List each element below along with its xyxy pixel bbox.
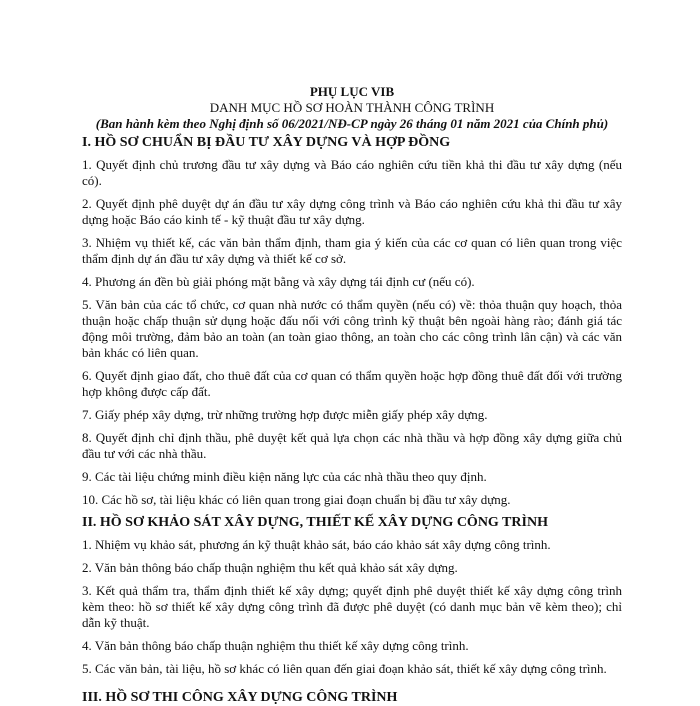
list-item: 5. Các văn bản, tài liệu, hồ sơ khác có liên quan đến giai đoạn khảo sát, thiết kế xây dựng công trình. <box>82 661 607 676</box>
list-item: 5. Văn bản của các tổ chức, cơ quan nhà nước có thẩm quyền (nếu có) về: thỏa thuận quy hoạch, thỏa thuận hoặc chấp thuận sử dụng hoặc đấu nối với công trình kỹ thuật bên ngoài hàng rào; đánh giá tác động môi trường, đảm bảo an toàn (an toàn giao thông, an toàn cho các công trình lân cận) và các văn bản khác có liên quan. <box>82 297 622 360</box>
section-heading-2: II. HỒ SƠ KHẢO SÁT XÂY DỰNG, THIẾT KẾ XÂY DỰNG CÔNG TRÌNH <box>82 515 548 530</box>
list-item: 3. Kết quả thẩm tra, thẩm định thiết kế xây dựng; quyết định phê duyệt thiết kế xây dựng công trình kèm theo: hồ sơ thiết kế xây dựng công trình đã được phê duyệt (có danh mục bản vẽ kèm theo); chỉ dẫn kỹ thuật. <box>82 583 622 630</box>
list-item: 8. Quyết định chỉ định thầu, phê duyệt kết quả lựa chọn các nhà thầu và hợp đồng xây dựng giữa chủ đầu tư với các nhà thầu. <box>82 430 622 461</box>
list-item: 3. Nhiệm vụ thiết kế, các văn bản thẩm định, tham gia ý kiến của các cơ quan có liên quan trong việc thẩm định dự án đầu tư xây dựng và thiết kế cơ sở. <box>82 235 622 266</box>
section-heading-1: I. HỒ SƠ CHUẨN BỊ ĐẦU TƯ XÂY DỰNG VÀ HỢP ĐỒNG <box>82 135 451 150</box>
appendix-title: PHỤ LỤC VIB <box>309 84 395 99</box>
list-item: 2. Văn bản thông báo chấp thuận nghiệm thu kết quả khảo sát xây dựng. <box>82 560 458 575</box>
list-item: 9. Các tài liệu chứng minh điều kiện năng lực của các nhà thầu theo quy định. <box>82 469 487 484</box>
list-item: 2. Quyết định phê duyệt dự án đầu tư xây dựng công trình và Báo cáo nghiên cứu khả thi đầu tư xây dựng hoặc Báo cáo kinh tế - kỹ thuật đầu tư xây dựng. <box>82 196 622 227</box>
list-item: 4. Phương án đền bù giải phóng mặt bằng và xây dựng tái định cư (nếu có). <box>82 274 475 289</box>
section-heading-3-partial: III. HỒ SƠ THI CÔNG XÂY DỰNG CÔNG TRÌNH <box>82 690 398 705</box>
list-item: 1. Quyết định chủ trương đầu tư xây dựng và Báo cáo nghiên cứu tiền khả thi đầu tư xây dựng (nếu có). <box>82 157 622 188</box>
decree-reference: (Ban hành kèm theo Nghị định số 06/2021/NĐ-CP ngày 26 tháng 01 năm 2021 của Chính phủ) <box>95 116 609 131</box>
list-item: 10. Các hồ sơ, tài liệu khác có liên quan trong giai đoạn chuẩn bị đầu tư xây dựng. <box>82 492 511 507</box>
list-title: DANH MỤC HỒ SƠ HOÀN THÀNH CÔNG TRÌNH <box>209 100 495 115</box>
list-item: 7. Giấy phép xây dựng, trừ những trường hợp được miễn giấy phép xây dựng. <box>82 407 488 422</box>
document-page <box>82 84 622 684</box>
list-item: 4. Văn bản thông báo chấp thuận nghiệm thu thiết kế xây dựng công trình. <box>82 638 469 653</box>
list-item: 1. Nhiệm vụ khảo sát, phương án kỹ thuật khảo sát, báo cáo khảo sát xây dựng công trình. <box>82 537 551 552</box>
list-item: 6. Quyết định giao đất, cho thuê đất của cơ quan có thẩm quyền hoặc hợp đồng thuê đất đối với trường hợp không được cấp đất. <box>82 368 622 399</box>
